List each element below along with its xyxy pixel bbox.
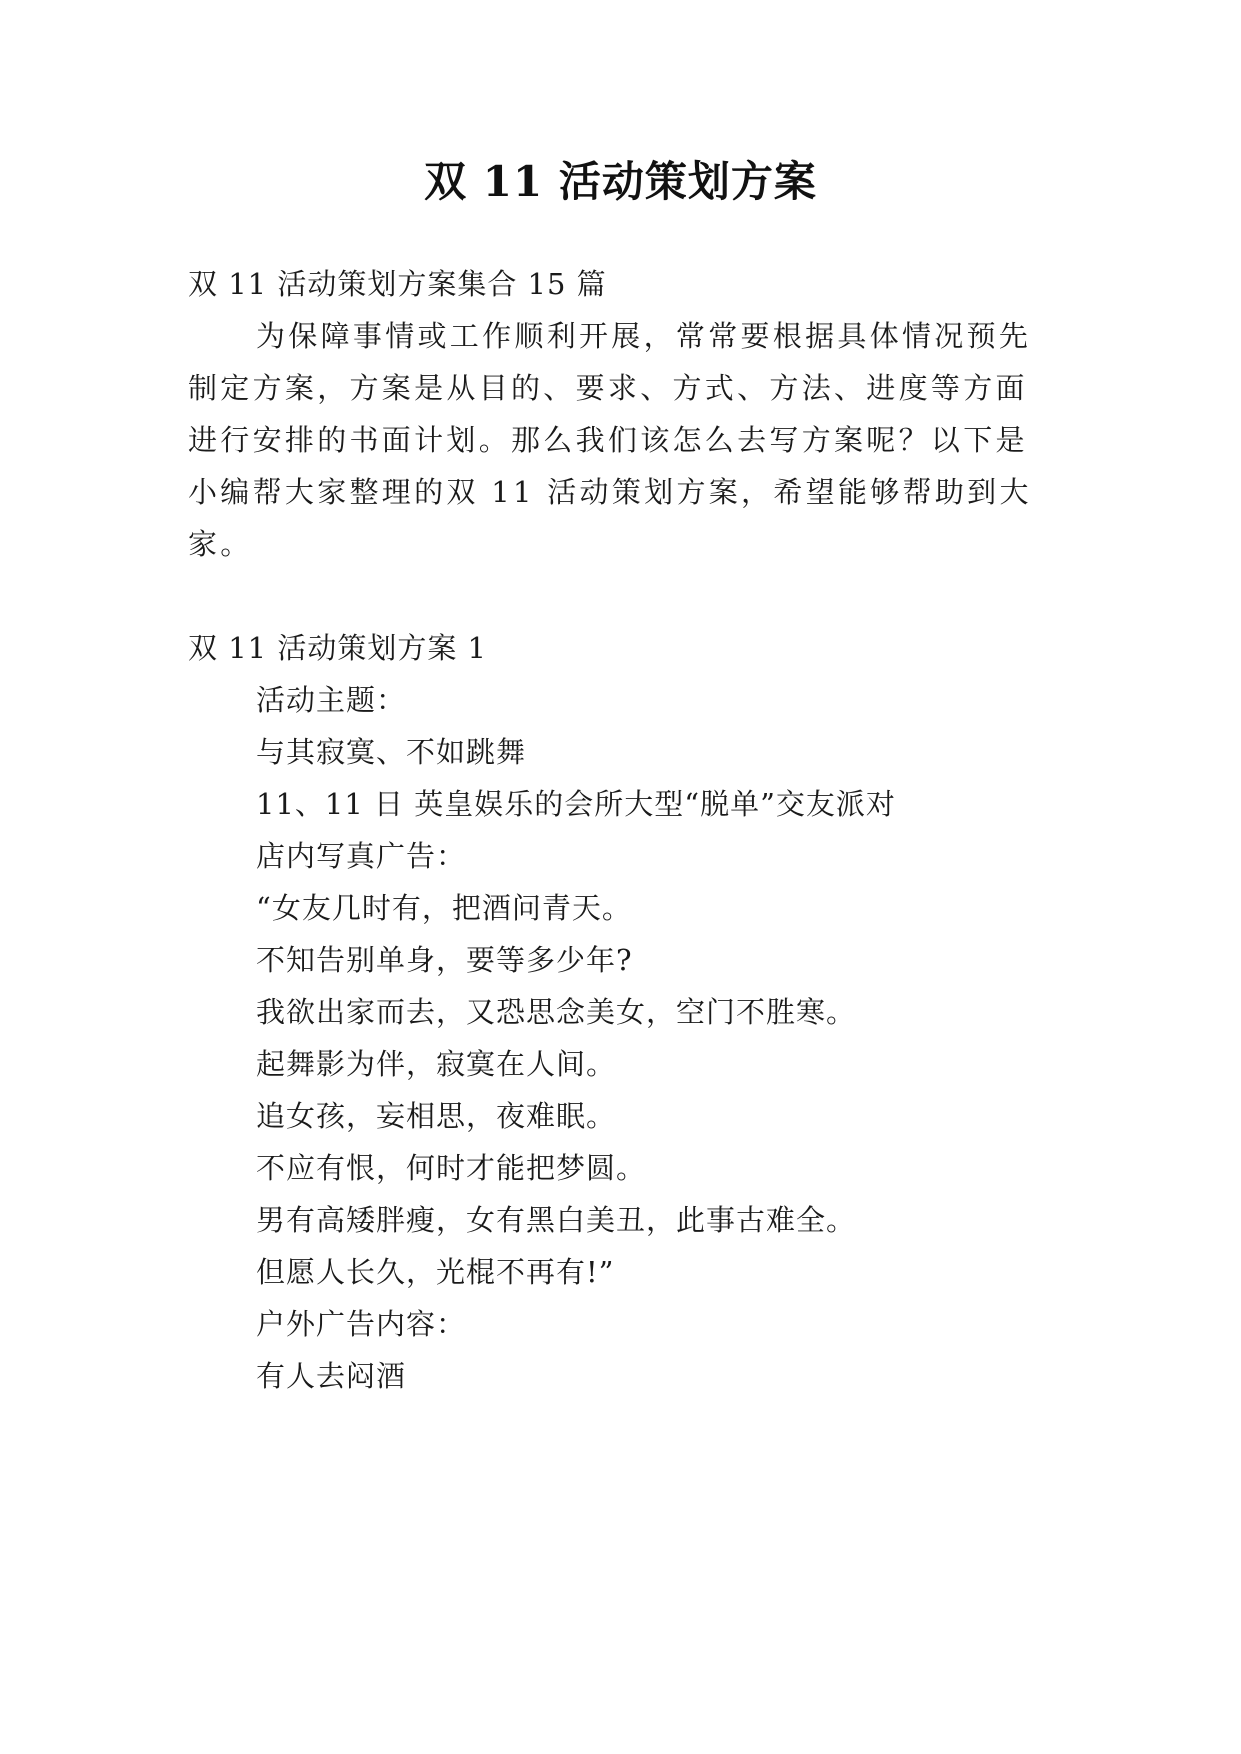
section-1-line: 男有高矮胖瘦，女有黑白美丑，此事古难全。 bbox=[256, 1203, 857, 1237]
intro-line-5: 家。 bbox=[188, 527, 253, 561]
intro-line-3: 进行安排的书面计划。那么我们该怎么去写方案呢？以下是 bbox=[188, 423, 1028, 457]
intro-line-2: 制定方案，方案是从目的、要求、方式、方法、进度等方面 bbox=[188, 371, 1028, 405]
section-1-line: 追女孩，妄相思，夜难眠。 bbox=[256, 1099, 617, 1133]
section-1-line: 店内写真广告： bbox=[256, 839, 467, 873]
section-1-heading: 双 11 活动策划方案 1 bbox=[188, 631, 488, 665]
section-1-line: 与其寂寞、不如跳舞 bbox=[256, 735, 527, 769]
section-1-line: “女友几时有，把酒问青天。 bbox=[256, 891, 632, 925]
section-1-line: 11、11 日 英皇娱乐的会所大型“脱单”交友派对 bbox=[256, 787, 896, 821]
document-title: 双 11 活动策划方案 bbox=[424, 157, 817, 206]
section-1-line: 我欲出家而去，又恐思念美女，空门不胜寒。 bbox=[256, 995, 857, 1029]
section-1-line: 但愿人长久，光棍不再有!” bbox=[256, 1255, 615, 1289]
section-1-line: 户外广告内容： bbox=[256, 1307, 467, 1341]
section-1-line: 不应有恨，何时才能把梦圆。 bbox=[256, 1151, 647, 1185]
section-1-line: 不知告别单身，要等多少年? bbox=[256, 943, 633, 977]
section-1-line: 有人去闷酒 bbox=[256, 1359, 407, 1393]
intro-line-1: 为保障事情或工作顺利开展，常常要根据具体情况预先 bbox=[256, 319, 1032, 353]
collection-heading: 双 11 活动策划方案集合 15 篇 bbox=[188, 267, 607, 301]
section-1-line: 起舞影为伴，寂寞在人间。 bbox=[256, 1047, 617, 1081]
section-1-line: 活动主题： bbox=[256, 683, 407, 717]
intro-line-4: 小编帮大家整理的双 11 活动策划方案，希望能够帮助到大 bbox=[188, 475, 1032, 509]
